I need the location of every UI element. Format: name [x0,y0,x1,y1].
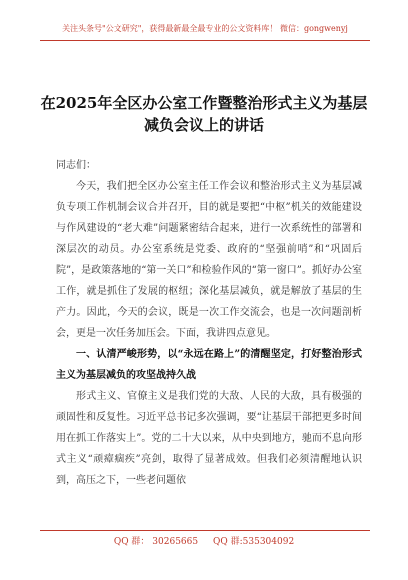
footer-qq-group-2: QQ 群:535304092 [212,537,295,547]
document-title-line1: 在2025年全区办公室工作暨整治形式主义为基层 [40,94,368,112]
document-title [40,92,368,136]
header-banner [40,18,370,41]
footer-divider [40,530,370,531]
header-banner-text: 关注头条号"公文研究"，获得最新最全最专业的公文资料库！ 微信：gongwenyj [62,24,348,33]
section-heading-1: 一、认清严峻形势，以“永远在路上”的清醒坚定，打好整治形式主义为基层减负的攻坚战持久战 [56,349,362,381]
paragraph-2: 形式主义、官僚主义是我们党的大敌、人民的大敌，具有极强的顽固性和反复性。习近平总书记多次强调，要“让基层干部把更多时间用在抓工作落实上”。党的二十大以来，从中央到地方，驰而不息向形式主义“顽瘴痼疾”亮剑，取得了显著成效。但我们必须清醒地认识到，高压之下，一些老问题依 [56,391,362,486]
document-title-line2: 减负会议上的讲话 [143,116,264,134]
document-body [56,155,362,491]
footer-qq-group-1: QQ 群： 30265665 [113,537,199,547]
paragraph-1: 今天，我们把全区办公室主任工作会议和整治形式主义为基层减负专项工作机制会议合并召开，目的就是要把“中枢”机关的效能建设与作风建设的“老大难”问题紧密结合起来，进行一次系统性的部署和深层次的动员。办公室系统是党委、政府的“坚强前哨”和“巩固后院”，是政策落地的“第一关口”和检验作风的“第一窗口”。抓好办公室工作，就是抓住了发展的枢纽；深化基层减负，就是解放了基层的生产力。因此，今天的会议，既是一次工作交流会，也是一次问题剖析会，更是一次任务加压会。下面，我讲四点意见。 [56,181,362,339]
footer-contacts [0,534,408,547]
salutation: 同志们： [56,160,96,171]
